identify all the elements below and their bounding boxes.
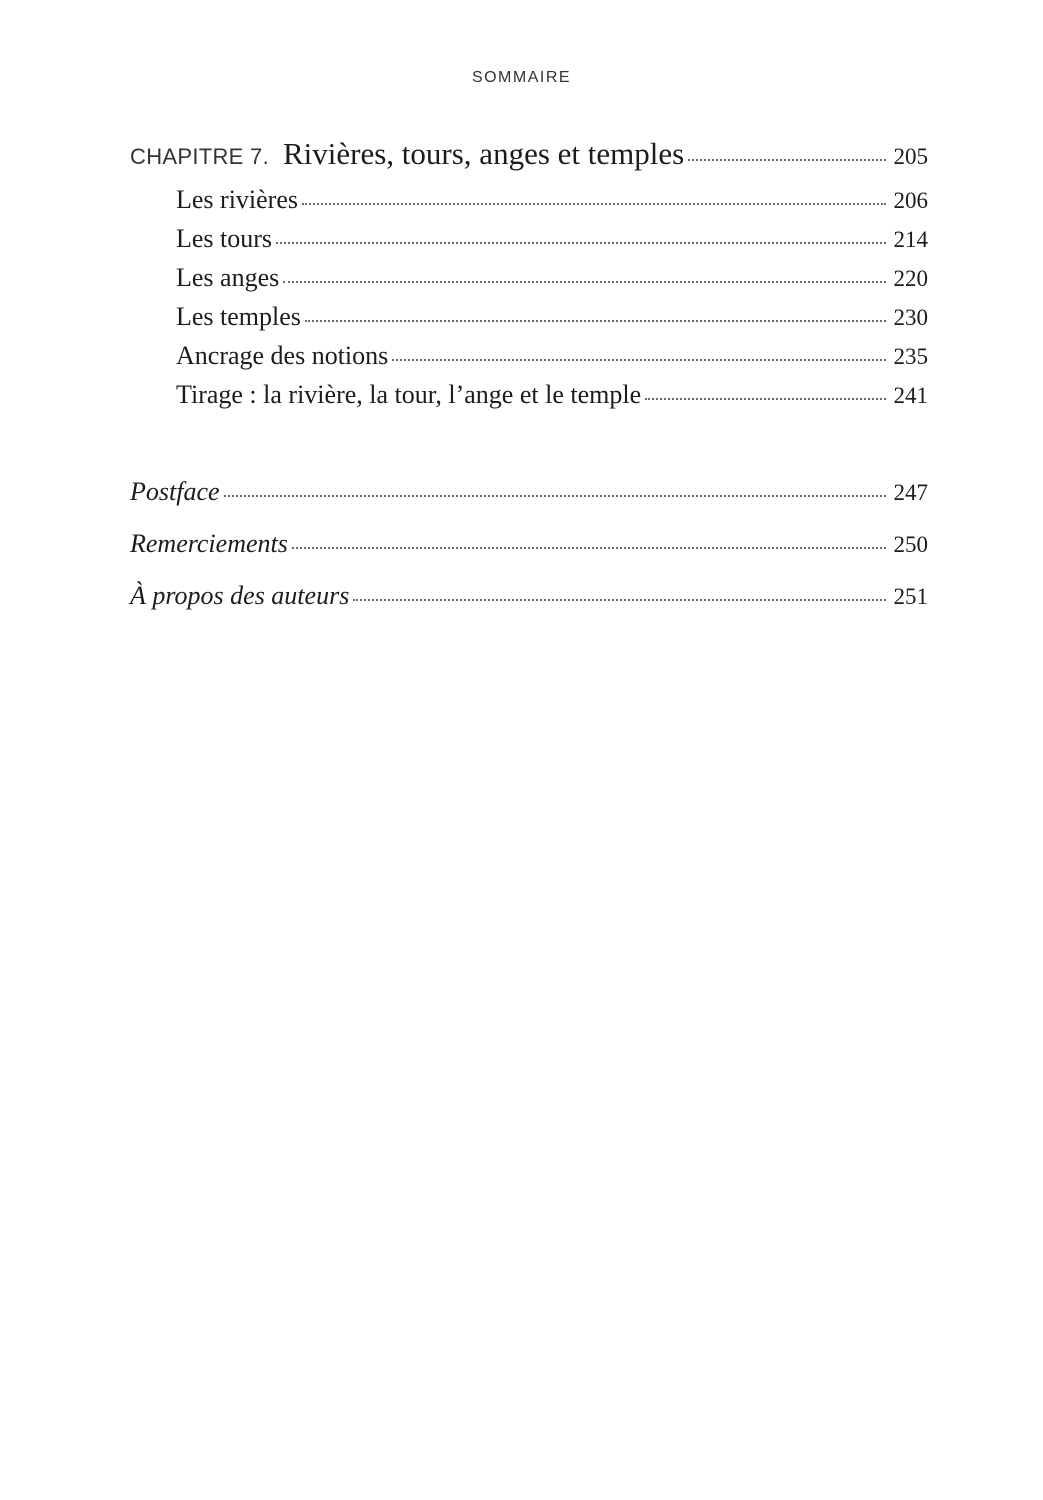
page-number: 220 [893, 266, 928, 291]
toc-back-matter-entry[interactable] [130, 477, 928, 507]
running-head: SOMMAIRE [471, 69, 572, 86]
toc-section-entry[interactable] [176, 302, 928, 332]
chapter-title: Rivières, tours, anges et temples [283, 136, 685, 171]
dot-leader [276, 242, 885, 244]
section-title: Les temples [176, 302, 301, 331]
dot-leader [302, 203, 885, 205]
dot-leader [292, 547, 886, 549]
dot-leader [224, 495, 886, 497]
page-number: 206 [893, 188, 928, 213]
toc-section-entry[interactable] [176, 341, 928, 371]
section-title: Tirage : la rivière, la tour, l’ange et le temple [176, 380, 642, 409]
chapter-number: CHAPITRE 7. [130, 144, 269, 169]
back-matter-title: Remerciements [130, 529, 288, 558]
page-number: 205 [893, 144, 928, 169]
section-title: Ancrage des notions [176, 341, 389, 370]
page-number: 230 [893, 305, 928, 330]
section-title: Les rivières [176, 185, 299, 214]
toc-chapter-entry[interactable] [130, 136, 928, 172]
toc-section-entry[interactable] [176, 263, 928, 293]
dot-leader [645, 398, 885, 400]
dot-leader [392, 359, 885, 361]
page-number: 250 [893, 532, 928, 557]
dot-leader [305, 320, 886, 322]
toc-back-matter-entry[interactable] [130, 529, 928, 559]
dot-leader [283, 281, 885, 283]
page-number: 251 [893, 584, 928, 609]
page-number: 235 [893, 344, 928, 369]
page-number: 241 [893, 383, 928, 408]
toc-back-matter-entry[interactable] [130, 581, 928, 611]
page-number: 214 [893, 227, 928, 252]
section-title: Les tours [176, 224, 273, 253]
section-title: Les anges [176, 263, 280, 292]
back-matter-title: À propos des auteurs [130, 581, 350, 610]
toc-section-entry[interactable] [176, 380, 928, 410]
toc-section-entry[interactable] [176, 185, 928, 215]
page-number: 247 [893, 480, 928, 505]
back-matter-title: Postface [130, 477, 220, 506]
toc-section-entry[interactable] [176, 224, 928, 254]
dot-leader [688, 159, 885, 161]
dot-leader [353, 599, 885, 601]
